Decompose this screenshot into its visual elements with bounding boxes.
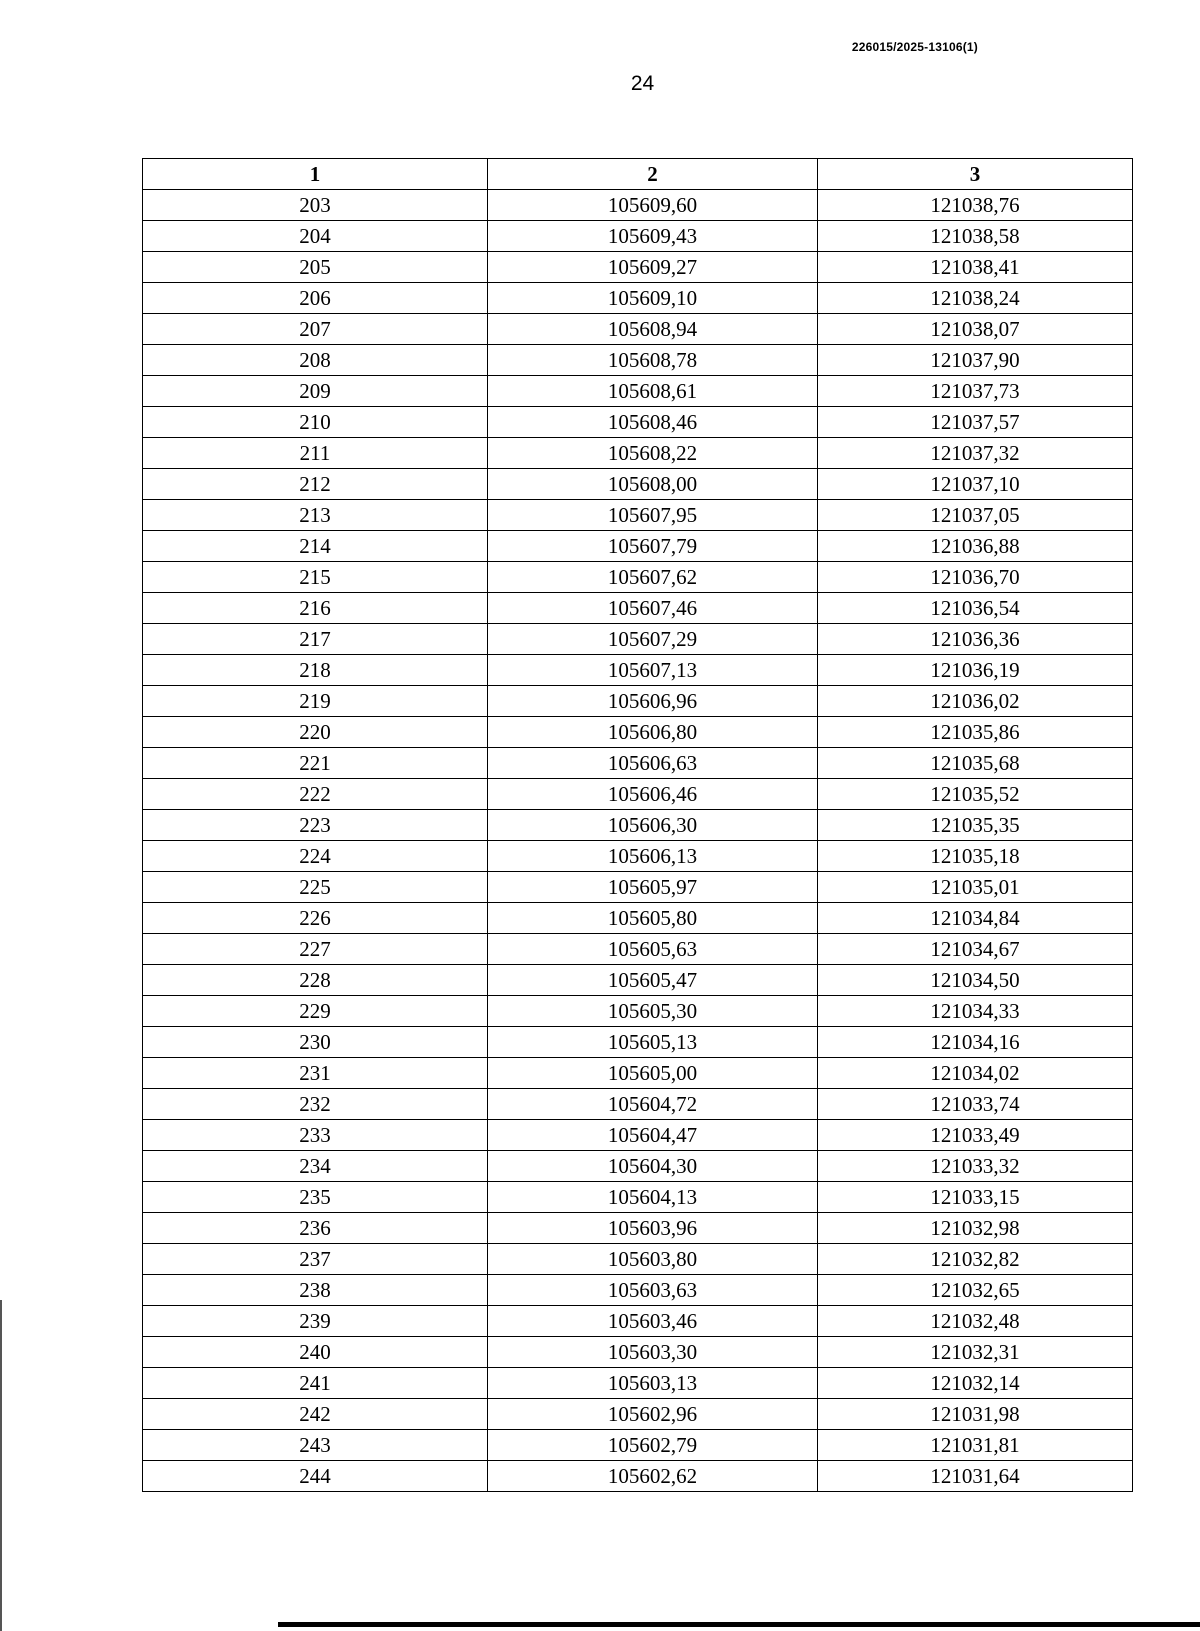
table-row [143,1430,1133,1461]
table-row [143,1368,1133,1399]
table-cell: 105607,62 [488,562,818,593]
table-cell: 121037,57 [818,407,1133,438]
table-cell: 105609,10 [488,283,818,314]
table-cell: 121036,02 [818,686,1133,717]
table-cell: 105605,00 [488,1058,818,1089]
table-cell: 121037,90 [818,345,1133,376]
table-cell: 221 [143,748,488,779]
table-row [143,872,1133,903]
table-cell: 105607,46 [488,593,818,624]
table-cell: 238 [143,1275,488,1306]
table-cell: 244 [143,1461,488,1492]
table-cell: 121032,48 [818,1306,1133,1337]
table-cell: 204 [143,221,488,252]
table-cell: 105608,46 [488,407,818,438]
table-row [143,624,1133,655]
table-cell: 105603,96 [488,1213,818,1244]
table-row [143,1120,1133,1151]
table-cell: 121038,07 [818,314,1133,345]
table-cell: 225 [143,872,488,903]
table-cell: 232 [143,1089,488,1120]
table-cell: 121038,76 [818,190,1133,221]
table-cell: 105602,62 [488,1461,818,1492]
table-cell: 223 [143,810,488,841]
table-cell: 105604,13 [488,1182,818,1213]
table-row [143,717,1133,748]
table-cell: 105604,72 [488,1089,818,1120]
table-row [143,965,1133,996]
table-cell: 237 [143,1244,488,1275]
table-cell: 121034,50 [818,965,1133,996]
table-cell: 105609,27 [488,252,818,283]
table-cell: 105605,97 [488,872,818,903]
table-row [143,500,1133,531]
table-cell: 213 [143,500,488,531]
table-row [143,779,1133,810]
table-cell: 218 [143,655,488,686]
table-cell: 234 [143,1151,488,1182]
table-cell: 220 [143,717,488,748]
table-row [143,934,1133,965]
table-cell: 121034,16 [818,1027,1133,1058]
table-cell: 105606,30 [488,810,818,841]
table-cell: 121034,67 [818,934,1133,965]
table-cell: 121034,33 [818,996,1133,1027]
table-cell: 214 [143,531,488,562]
table-cell: 105604,30 [488,1151,818,1182]
table-cell: 105607,79 [488,531,818,562]
table-row [143,686,1133,717]
table-cell: 105606,80 [488,717,818,748]
table-cell: 209 [143,376,488,407]
table-cell: 121032,65 [818,1275,1133,1306]
table-cell: 121033,15 [818,1182,1133,1213]
table-row [143,1275,1133,1306]
table-cell: 205 [143,252,488,283]
table-cell: 105605,63 [488,934,818,965]
table-cell: 105604,47 [488,1120,818,1151]
coordinates-table [142,158,1133,1492]
table-row [143,314,1133,345]
table-cell: 105606,96 [488,686,818,717]
table-cell: 105606,63 [488,748,818,779]
column-header: 3 [818,159,1133,190]
table-cell: 121035,52 [818,779,1133,810]
column-header: 2 [488,159,818,190]
table-cell: 219 [143,686,488,717]
table-cell: 105609,60 [488,190,818,221]
table-cell: 224 [143,841,488,872]
table-row [143,531,1133,562]
table-cell: 121033,32 [818,1151,1133,1182]
table-cell: 121038,41 [818,252,1133,283]
table-row [143,748,1133,779]
table-cell: 121035,35 [818,810,1133,841]
table-cell: 121038,24 [818,283,1133,314]
table-cell: 105602,96 [488,1399,818,1430]
table-cell: 105607,13 [488,655,818,686]
table-cell: 215 [143,562,488,593]
table-row [143,1151,1133,1182]
table-cell: 105603,30 [488,1337,818,1368]
table-row [143,1244,1133,1275]
table-cell: 105603,63 [488,1275,818,1306]
table-row [143,996,1133,1027]
table-cell: 208 [143,345,488,376]
table-cell: 105608,22 [488,438,818,469]
table-cell: 121035,18 [818,841,1133,872]
table-row [143,1337,1133,1368]
table-cell: 105602,79 [488,1430,818,1461]
table-cell: 121036,19 [818,655,1133,686]
table-cell: 121038,58 [818,221,1133,252]
table-row [143,562,1133,593]
table-cell: 121032,31 [818,1337,1133,1368]
table-cell: 239 [143,1306,488,1337]
table-cell: 211 [143,438,488,469]
table-cell: 216 [143,593,488,624]
table-cell: 212 [143,469,488,500]
table-row [143,593,1133,624]
table-cell: 228 [143,965,488,996]
table-row [143,1182,1133,1213]
table-cell: 121034,02 [818,1058,1133,1089]
table-row [143,221,1133,252]
table-cell: 121036,88 [818,531,1133,562]
table-cell: 243 [143,1430,488,1461]
table-cell: 227 [143,934,488,965]
table-row [143,655,1133,686]
table-cell: 231 [143,1058,488,1089]
table-cell: 121032,14 [818,1368,1133,1399]
table-row [143,841,1133,872]
table-cell: 203 [143,190,488,221]
table-cell: 121035,01 [818,872,1133,903]
table-cell: 105606,46 [488,779,818,810]
table-cell: 240 [143,1337,488,1368]
table-cell: 207 [143,314,488,345]
table-cell: 121032,98 [818,1213,1133,1244]
table-cell: 105608,78 [488,345,818,376]
table-row [143,903,1133,934]
table-cell: 121037,32 [818,438,1133,469]
table-cell: 105605,30 [488,996,818,1027]
table-cell: 121037,05 [818,500,1133,531]
table-cell: 105608,61 [488,376,818,407]
table-cell: 235 [143,1182,488,1213]
table-cell: 121031,98 [818,1399,1133,1430]
table-cell: 105605,80 [488,903,818,934]
table-row [143,1461,1133,1492]
table-cell: 121036,70 [818,562,1133,593]
table-cell: 121035,86 [818,717,1133,748]
table-cell: 105607,29 [488,624,818,655]
table-row [143,190,1133,221]
table-cell: 121033,74 [818,1089,1133,1120]
table-cell: 241 [143,1368,488,1399]
table-cell: 121034,84 [818,903,1133,934]
bottom-rule [278,1622,1200,1627]
table-cell: 121037,10 [818,469,1133,500]
table-cell: 121036,54 [818,593,1133,624]
table-row [143,252,1133,283]
table-cell: 121031,81 [818,1430,1133,1461]
table-cell: 233 [143,1120,488,1151]
table-cell: 105607,95 [488,500,818,531]
table-cell: 105603,13 [488,1368,818,1399]
table-row [143,1089,1133,1120]
table-cell: 105603,46 [488,1306,818,1337]
table-cell: 206 [143,283,488,314]
table-cell: 121032,82 [818,1244,1133,1275]
table-row [143,1213,1133,1244]
table-cell: 242 [143,1399,488,1430]
table-row [143,438,1133,469]
table-cell: 230 [143,1027,488,1058]
table-cell: 105605,47 [488,965,818,996]
table-cell: 121037,73 [818,376,1133,407]
table-row [143,283,1133,314]
table-cell: 121031,64 [818,1461,1133,1492]
scan-edge [0,1300,2,1631]
table-row [143,1306,1133,1337]
table-cell: 105608,00 [488,469,818,500]
table-cell: 105609,43 [488,221,818,252]
table-row [143,376,1133,407]
table-header-row [143,159,1133,190]
table-cell: 226 [143,903,488,934]
table-cell: 105606,13 [488,841,818,872]
document-id: 226015/2025-13106(1) [851,40,978,54]
table-cell: 229 [143,996,488,1027]
table-cell: 105608,94 [488,314,818,345]
table-body [143,190,1133,1492]
table-cell: 222 [143,779,488,810]
table-row [143,1058,1133,1089]
table-row [143,407,1133,438]
table-cell: 121036,36 [818,624,1133,655]
table-cell: 121035,68 [818,748,1133,779]
table-row [143,469,1133,500]
table-cell: 210 [143,407,488,438]
table-row [143,1027,1133,1058]
page-number: 24 [630,72,655,95]
table-cell: 236 [143,1213,488,1244]
table-cell: 217 [143,624,488,655]
table-cell: 105603,80 [488,1244,818,1275]
table-row [143,345,1133,376]
column-header: 1 [143,159,488,190]
table-row [143,1399,1133,1430]
table-row [143,810,1133,841]
table-cell: 121033,49 [818,1120,1133,1151]
table-cell: 105605,13 [488,1027,818,1058]
